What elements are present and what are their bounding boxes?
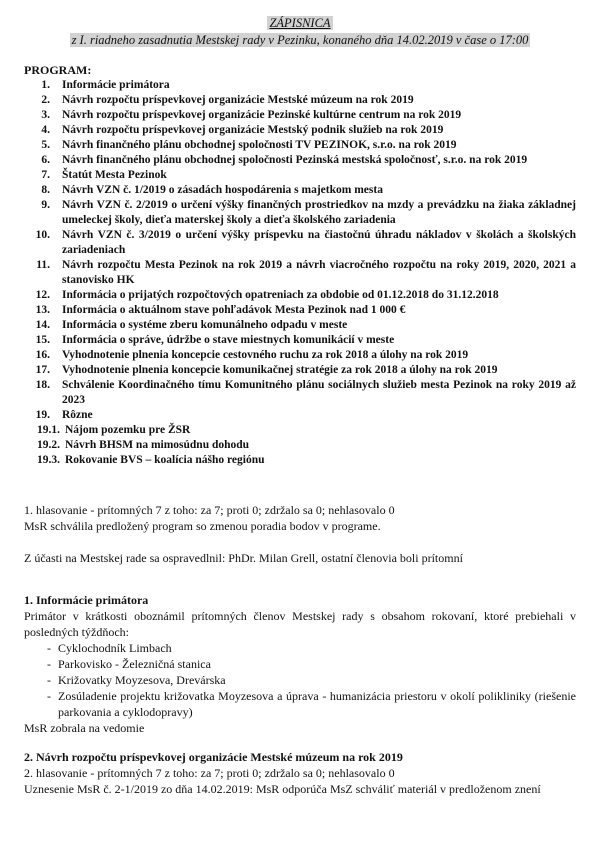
item-number: 9.	[41, 199, 50, 211]
bullet-item	[47, 640, 576, 656]
section-1-outcome: MsR zobrala na vedomie	[24, 721, 145, 735]
section-1-heading: 1. Informácie primátora	[24, 593, 149, 607]
item-text: Návrh finančného plánu obchodnej spoločnosti TV PEZINOK, s.r.o. na rok 2019	[62, 139, 457, 151]
program-item	[24, 198, 576, 228]
program-item	[24, 363, 576, 378]
item-number: 7.	[41, 169, 50, 181]
vote-result-line: 1. hlasovanie - prítomných 7 z toho: za 7; proti 0; zdržalo sa 0; nehlasovalo 0	[24, 503, 395, 517]
program-item	[24, 318, 576, 333]
bullet-text: Zosúladenie projektu križovatka Moyzesova a úprava - humanizácia priestoru v okolí polikliniky (riešenie parkovania a cyklodopravy)	[58, 689, 576, 719]
program-item	[24, 183, 576, 198]
item-text: Informácia o aktuálnom stave pohľadávok Mesta Pezinok nad 1 000 €	[62, 304, 406, 316]
document-title-line	[24, 15, 576, 32]
item-number: 12.	[35, 289, 50, 301]
item-number: 4.	[41, 124, 50, 136]
item-text: Vyhodnotenie plnenia koncepcie cestovného ruchu za rok 2018 a úlohy na rok 2019	[62, 349, 469, 361]
subitem-text: Nájom pozemku pre ŽSR	[65, 424, 191, 436]
item-text: Informácia o prijatých rozpočtových opatreniach za obdobie od 01.12.2018 do 31.12.2018	[62, 289, 499, 301]
program-item	[24, 168, 576, 183]
item-number: 1.	[41, 79, 50, 91]
item-number: 17.	[35, 364, 50, 376]
dash-bullet-icon: -	[47, 657, 51, 671]
program-subitem	[37, 453, 576, 468]
dash-bullet-icon: -	[47, 673, 51, 687]
section-2-vote-line: 2. hlasovanie - prítomných 7 z toho: za 7; proti 0; zdržalo sa 0; nehlasovalo 0	[24, 766, 395, 780]
item-number: 19.	[35, 409, 50, 421]
document-title: ZÁPISNICA	[269, 16, 331, 30]
program-item	[24, 228, 576, 258]
subitem-number: 19.2.	[37, 439, 60, 451]
program-vote-block	[24, 502, 576, 534]
item-text: Návrh rozpočtu príspevkovej organizácie Mestský podnik služieb na rok 2019	[62, 124, 444, 136]
bullet-text: Parkovisko - Železničná stanica	[58, 657, 211, 671]
item-text: Schválenie Koordinačného tímu Komunitného plánu sociálnych služieb mesta Pezinok na roky 2019 až 2023	[62, 379, 576, 406]
title-block	[24, 15, 576, 49]
bullet-item	[47, 656, 576, 672]
program-subitem	[37, 423, 576, 438]
program-item	[24, 138, 576, 153]
item-number: 13.	[35, 304, 50, 316]
section-1-bullet-list	[47, 640, 576, 720]
item-text: Návrh VZN č. 2/2019 o určení výšky finančných prostriedkov na mzdy a prevádzku na žiaka základnej umeleckej školy, dieťa materskej školy a dieťa školského zariadenia	[62, 199, 576, 226]
item-text: Návrh VZN č. 3/2019 o určení výšky príspevku na čiastočnú úhradu nákladov v školách a školských zariadeniach	[62, 229, 576, 256]
item-number: 16.	[35, 349, 50, 361]
program-subitem	[37, 438, 576, 453]
item-text: Informácie primátora	[62, 79, 170, 91]
item-text: Návrh VZN č. 1/2019 o zásadách hospodárenia s majetkom mesta	[62, 184, 383, 196]
item-number: 5.	[41, 139, 50, 151]
dash-bullet-icon: -	[47, 689, 51, 703]
item-text: Štatút Mesta Pezinok	[62, 169, 167, 181]
program-item	[24, 123, 576, 138]
subitem-number: 19.3.	[37, 454, 60, 466]
section-1	[24, 592, 576, 736]
item-number: 15.	[35, 334, 50, 346]
program-item	[24, 258, 576, 288]
item-number: 18.	[35, 379, 50, 391]
item-text: Návrh rozpočtu príspevkovej organizácie Mestské múzeum na rok 2019	[62, 94, 414, 106]
bullet-item	[47, 672, 576, 688]
program-item	[24, 408, 576, 423]
item-text: Návrh finančného plánu obchodnej spoločnosti Pezinská mestská spoločnosť, s.r.o. na rok 2019	[62, 154, 528, 166]
program-item	[24, 108, 576, 123]
item-text: Rôzne	[62, 409, 93, 421]
bullet-text: Cyklochodník Limbach	[58, 641, 172, 655]
subitem-number: 19.1.	[37, 424, 60, 436]
program-item	[24, 348, 576, 363]
document-subtitle: z I. riadneho zasadnutia Mestskej rady v Pezinku, konaného dňa 14.02.2019 v čase o 17:00	[71, 33, 529, 47]
item-number: 10.	[35, 229, 50, 241]
bullet-item	[47, 688, 576, 720]
program-item	[24, 78, 576, 93]
program-item	[24, 303, 576, 318]
program-item	[24, 93, 576, 108]
item-text: Vyhodnotenie plnenia koncepcie komunikačnej stratégie za rok 2018 a úlohy na rok 2019	[62, 364, 498, 376]
section-1-intro: Primátor v krátkosti oboznámil prítomných členov Mestskej rady s obsahom rokovaní, ktoré prebiehali v posledných týždňoch:	[24, 609, 576, 639]
program-item	[24, 153, 576, 168]
subitem-text: Rokovanie BVS – koalícia nášho regiónu	[65, 454, 265, 466]
item-text: Informácia o systéme zberu komunálneho odpadu v meste	[62, 319, 348, 331]
item-number: 8.	[41, 184, 50, 196]
bullet-text: Križovatky Moyzesova, Drevárska	[58, 673, 226, 687]
program-heading: PROGRAM:	[24, 63, 92, 77]
item-text: Návrh rozpočtu príspevkovej organizácie Pezinské kultúrne centrum na rok 2019	[62, 109, 462, 121]
item-text: Návrh rozpočtu Mesta Pezinok na rok 2019 a návrh viacročného rozpočtu na roky 2019, 2020, 2021 a stanovisko HK	[62, 259, 576, 286]
section-2-heading: 2. Návrh rozpočtu príspevkovej organizácie Mestské múzeum na rok 2019	[24, 750, 403, 764]
section-2-resolution: Uznesenie MsR č. 2-1/2019 zo dňa 14.02.2019: MsR odporúča MsZ schváliť materiál v predloženom znení	[24, 782, 541, 796]
program-item	[24, 333, 576, 348]
attendance-note: Z účasti na Mestskej rade sa ospravedlnil: PhDr. Milan Grell, ostatní členovia boli prítomní	[24, 551, 463, 565]
dash-bullet-icon: -	[47, 641, 51, 655]
program-item	[24, 378, 576, 408]
section-2	[24, 749, 576, 797]
item-number: 2.	[41, 94, 50, 106]
vote-summary-line: MsR schválila predložený program so zmenou poradia bodov v programe.	[24, 519, 381, 533]
document-subtitle-line	[24, 32, 576, 49]
item-text: Informácia o správe, údržbe o stave miestnych komunikácií v meste	[62, 334, 395, 346]
item-number: 11.	[36, 259, 50, 271]
program-list	[24, 78, 576, 468]
program-item	[24, 288, 576, 303]
subitem-text: Návrh BHSM na mimosúdnu dohodu	[65, 439, 250, 451]
item-number: 6.	[41, 154, 50, 166]
item-number: 3.	[41, 109, 50, 121]
item-number: 14.	[35, 319, 50, 331]
